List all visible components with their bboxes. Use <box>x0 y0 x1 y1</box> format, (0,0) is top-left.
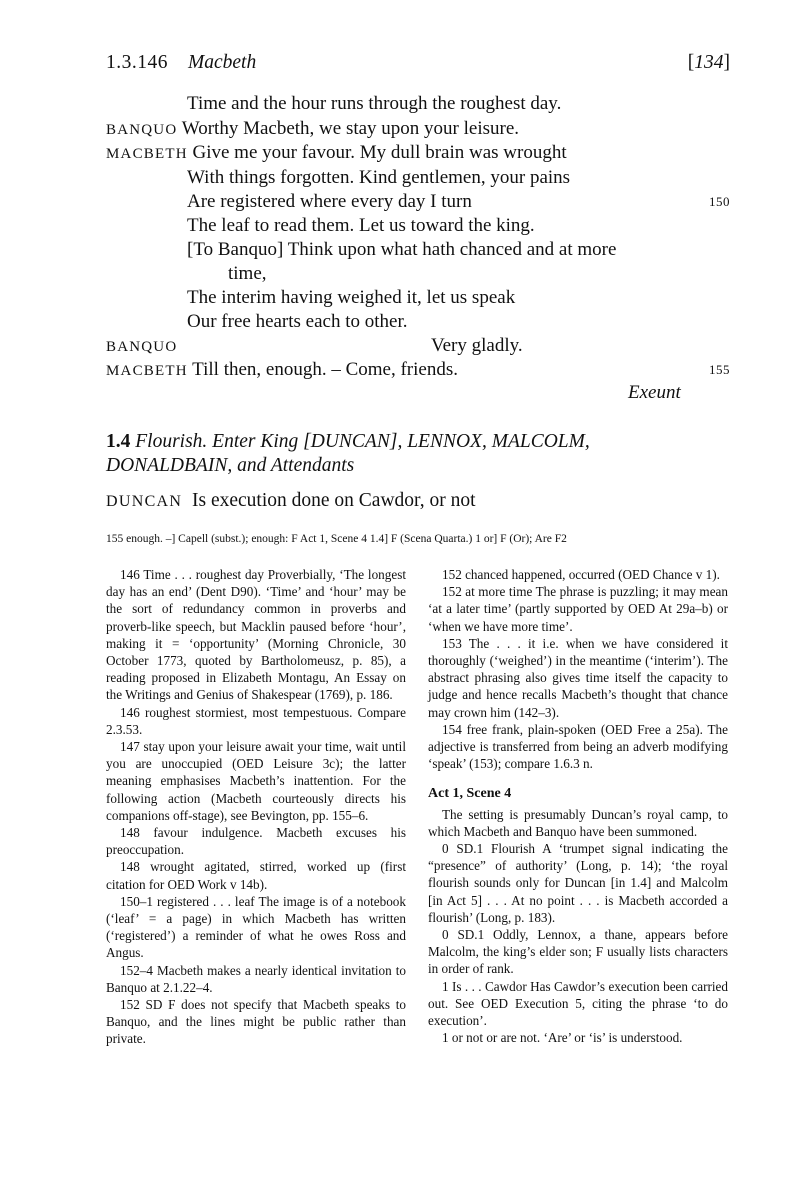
line-number: 155 <box>709 362 730 377</box>
verse-line: Time and the hour runs through the roughest day. <box>187 93 562 114</box>
scene-heading <box>106 430 726 478</box>
commentary-right-column <box>428 566 728 1046</box>
verse-line: time, <box>228 263 267 284</box>
commentary-note: 1 or not or are not. ‘Are’ or ‘is’ is understood. <box>442 1030 683 1046</box>
verse-line: MACBETH Till then, enough. – Come, friends. 155 <box>106 359 730 380</box>
header-line-ref: 1.3.146 <box>106 52 168 73</box>
running-header <box>106 52 730 76</box>
commentary-left-column <box>106 566 406 1048</box>
commentary-note: 154 free frank, plain-spoken (OED Free a 25a). The adjective is transferred from being an adverb modifying ‘speak’ (153); compare 1.6.3 n. <box>428 721 728 772</box>
commentary-note: 150–1 registered . . . leaf The image is of a notebook (‘leaf’ = a page) in which Macbeth has written (‘registered’) a reminder of what he owes Ross and Angus. <box>106 893 406 961</box>
commentary-note: 153 The . . . it i.e. when we have considered it thoroughly (‘weighed’) in the meantime (‘interim’). The abstract phrasing also gives time itself the capacity to judge and hence recalls Macbeth’s thought that chance may crown him (142–3). <box>428 635 728 720</box>
verse-line: The leaf to read them. Let us toward the king. <box>187 215 535 236</box>
verse-line: DUNCAN Is execution done on Cawdor, or not <box>106 490 476 511</box>
commentary-subheading: Act 1, Scene 4 <box>428 786 512 802</box>
speaker: BANQUO <box>106 122 178 138</box>
verse-line: Are registered where every day I turn 150 <box>187 191 730 212</box>
commentary-note: 0 SD.1 Flourish A ‘trumpet signal indicating the “presence” of authority’ (Long, p. 14); ‘the royal flourish sounds only for Duncan [in 1.4] and Malcolm [in Act 5] . . . At no point . . . is Macbeth accorded a flourish’ (Long, p. 183). <box>428 841 728 925</box>
commentary-note: 1 Is . . . Cawdor Has Cawdor’s execution been carried out. See OED Execution 5, citing the phrase ‘to do execution’. <box>428 978 728 1029</box>
textual-notes: 155 enough. –] Capell (subst.); enough: F Act 1, Scene 4 1.4] F (Scena Quarta.) 1 or] F (Or); Are F2 <box>106 533 567 545</box>
verse-line: MACBETH Give me your favour. My dull brain was wrought <box>106 142 567 163</box>
header-page-number: [134] <box>687 52 730 73</box>
header-play-title: Macbeth <box>188 52 257 73</box>
commentary-note: 146 roughest stormiest, most tempestuous. Compare 2.3.53. <box>106 704 406 737</box>
verse-line: [To Banquo] Think upon what hath chanced and at more <box>187 239 617 260</box>
scene-heading-line: 1.4 Flourish. Enter King [DUNCAN], LENNOX, MALCOLM, <box>106 431 590 452</box>
commentary-note: 148 wrought agitated, stirred, worked up (first citation for OED Work v 14b). <box>106 859 406 892</box>
commentary-note: 148 favour indulgence. Macbeth excuses his preoccupation. <box>106 825 406 858</box>
line-number: 150 <box>709 194 730 209</box>
verse-line: BANQUO Very gladly. <box>106 335 523 356</box>
commentary-note: 0 SD.1 Oddly, Lennox, a thane, appears before Malcolm, the king’s elder son; F usually lists characters in order of rank. <box>428 927 728 977</box>
commentary-note: 152 at more time The phrase is puzzling; it may mean ‘at a later time’ (partly supported by OED At 29a–b) or ‘when we have more time’. <box>428 584 728 634</box>
commentary-note: 152 SD F does not specify that Macbeth speaks to Banquo, and the lines might be public rather than private. <box>106 997 406 1047</box>
speaker: MACBETH <box>106 146 188 162</box>
speaker: BANQUO <box>106 339 178 355</box>
commentary-note: 152–4 Macbeth makes a nearly identical invitation to Banquo at 2.1.22–4. <box>106 962 406 995</box>
verse-line: With things forgotten. Kind gentlemen, your pains <box>187 167 571 188</box>
verse-line: BANQUO Worthy Macbeth, we stay upon your leisure. <box>106 118 520 139</box>
verse-line: The interim having weighed it, let us speak <box>187 287 516 308</box>
commentary-note: 147 stay upon your leisure await your time, wait until you are unoccupied (OED Leisure 3c); the latter meaning emphasises Macbeth’s inattention. For the following action (Macbeth courteously directs his companions off-stage), see Bevington, pp. 155–6. <box>106 739 406 823</box>
commentary-note: 146 Time . . . roughest day Proverbially, ‘The longest day has an end’ (Dent D90). ‘Time’ and ‘hour’ may be the sort of redundancy common in proverbs and proverb-like speech, but Macklin paused before ‘hour’, making it = ‘opportunity’ (Morning Chronicle, 30 October 1773, quoted by Bartholomeusz, p. 85), a reading proposed in Elizabeth Montagu, An Essay on the Writings and Genius of Shakespear (1769), p. 186. <box>106 567 406 703</box>
speaker: DUNCAN <box>106 493 183 510</box>
scene-heading-line: DONALDBAIN, and Attendants <box>106 455 355 476</box>
commentary-note: The setting is presumably Duncan’s royal camp, to which Macbeth and Banquo have been summoned. <box>428 806 728 839</box>
stage-direction-exeunt: Exeunt <box>628 382 681 403</box>
commentary-note: 152 chanced happened, occurred (OED Chance v 1). <box>442 567 720 582</box>
verse-line: Our free hearts each to other. <box>187 311 408 332</box>
speaker: MACBETH <box>106 363 188 379</box>
